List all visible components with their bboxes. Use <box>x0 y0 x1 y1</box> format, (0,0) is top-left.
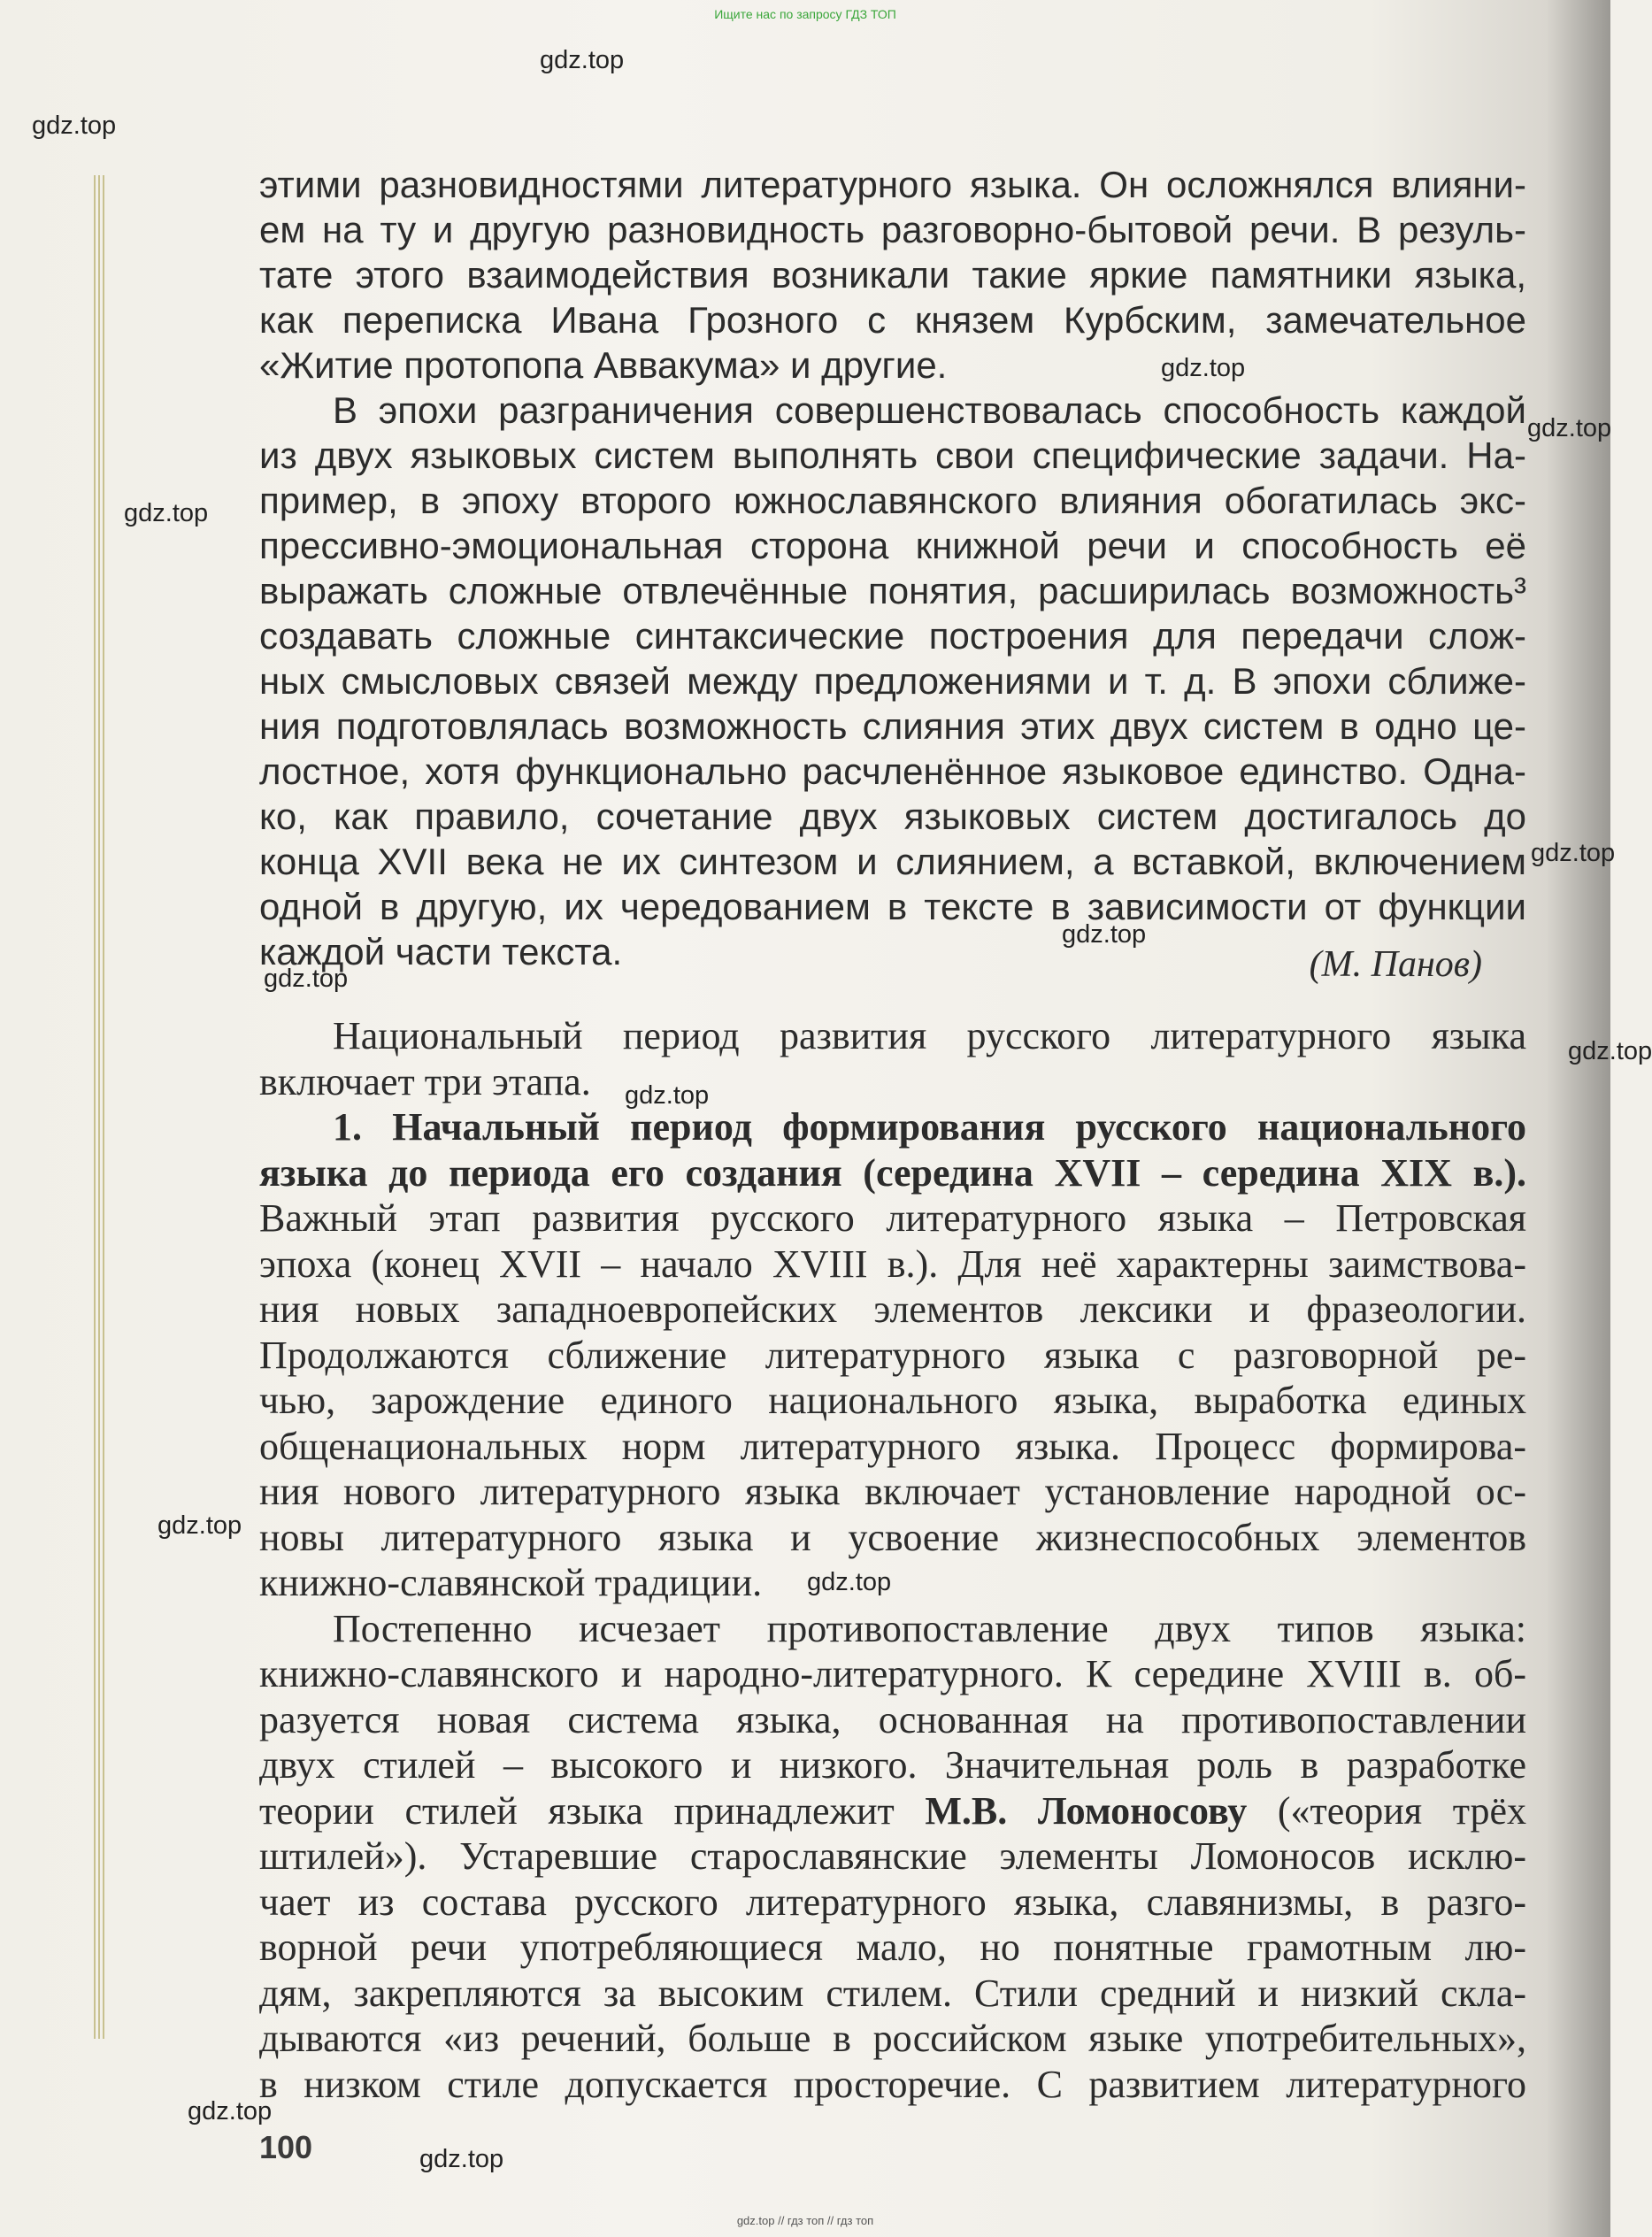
watermark: gdz.top <box>419 2145 504 2173</box>
watermark: gdz.top <box>32 111 117 140</box>
page-number: 100 <box>259 2129 313 2165</box>
quote-line: этими разновидностями литературного языка. Он осложнялся влияни- <box>259 164 1526 205</box>
quote-line: конца XVII века не их синтезом и слиянием, а вставкой, включением <box>259 841 1526 882</box>
watermark: gdz.top <box>625 1081 710 1110</box>
section-heading: языка до периода его создания (середина XVII – середина XIX в.). <box>259 1150 1526 1195</box>
body-line: новы литературного языка и усвоение жизнеспособных элементов <box>259 1515 1526 1559</box>
quote-line: каждой части текста. <box>259 931 623 972</box>
body-line: дываются «из речений, больше в российском языке употребительных», <box>259 2017 1526 2060</box>
quote-line: В эпохи разграничения совершенствовалась способность каждой <box>333 389 1526 431</box>
body-line: ния нового литературного языка включает установление народной ос- <box>259 1470 1526 1513</box>
body-line: книжно-славянского и народно-литературного. К середине XVIII в. об- <box>259 1652 1526 1695</box>
quote-line: из двух языковых систем выполнять свои специфические задачи. На- <box>259 434 1526 476</box>
quote-line: ния подготовлялась возможность слияния этих двух систем в одно це- <box>259 705 1526 747</box>
body-line: в низком стиле допускается просторечие. С развитием литературного <box>259 2062 1526 2106</box>
watermark: gdz.top <box>540 46 625 74</box>
body-line: ворной речи употребляющиеся мало, но понятные грамотным лю- <box>259 1926 1526 1969</box>
quote-line: ко, как правило, сочетание двух языковых систем достигалось до <box>259 796 1526 837</box>
quote-passage <box>259 162 1526 974</box>
body-line: общенациональных норм литературного языка. Процесс формирова- <box>259 1424 1526 1468</box>
watermark: gdz.top <box>158 1511 242 1540</box>
watermark: gdz.top <box>1531 839 1616 867</box>
watermark: gdz.top <box>264 965 349 993</box>
body-text: («теория трёх <box>1277 1788 1526 1833</box>
quote-line: ных смысловых связей между предложениями и т. д. В эпохи сближе- <box>259 660 1526 702</box>
body-line: включает три этапа. <box>259 1059 591 1103</box>
quote-line: прессивно-эмоциональная сторона книжной речи и способность её <box>259 525 1526 566</box>
watermark: gdz.top <box>1568 1037 1652 1065</box>
section-heading: 1. Начальный период формирования русского национального <box>333 1105 1526 1149</box>
margin-decoration-bar <box>92 175 108 2039</box>
body-line <box>259 1788 1526 1834</box>
watermark: gdz.top <box>188 2097 273 2126</box>
body-line: Продолжаются сближение литературного языка с разговорной ре- <box>259 1333 1526 1377</box>
quote-line: тате этого взаимодействия возникали такие яркие памятники языка, <box>259 254 1526 296</box>
body-line: эпоха (конец XVII – начало XVIII в.). Для неё характерны заимствова- <box>259 1241 1526 1286</box>
top-banner: Ищите нас по запросу ГДЗ ТОП <box>714 7 896 21</box>
lomonosov-name: М.В. Ломоносову <box>925 1788 1248 1833</box>
bottom-banner: gdz.top // гдз топ // гдз топ <box>736 2214 874 2227</box>
quote-line: пример, в эпоху второго южнославянского влияния обогатилась экс- <box>259 480 1526 521</box>
body-line: двух стилей – высокого и низкого. Значительная роль в разработке <box>259 1743 1526 1787</box>
body-line: Постепенно исчезает противопоставление двух типов языка: <box>333 1606 1526 1650</box>
quote-line: ем на ту и другую разновидность разговорно-бытовой речи. В резуль- <box>259 209 1526 250</box>
quote-line: лостное, хотя функционально расчленённое языковое единство. Однa- <box>259 750 1526 792</box>
main-text <box>259 1013 1526 2107</box>
body-line: дям, закрепляются за высоким стилем. Стили средний и низкий скла- <box>259 1971 1526 2015</box>
body-text: теории стилей языка принадлежит <box>259 1788 895 1833</box>
body-line: книжно-славянской традиции. <box>259 1561 763 1604</box>
watermark: gdz.top <box>1161 354 1246 382</box>
quote-line: выражать сложные отвлечённые понятия, расширилась возможность³ <box>259 570 1526 611</box>
quote-author: (М. Панов) <box>1309 944 1482 985</box>
body-line: Национальный период развития русского литературного языка <box>333 1014 1526 1057</box>
quote-line: одной в другую, их чередованием в тексте в зависимости от функции <box>259 886 1526 927</box>
body-line: штилей»). Устаревшие старославянские элементы Ломоносов исклю- <box>259 1834 1526 1878</box>
body-line: разуется новая система языка, основанная на противопоставлении <box>259 1697 1526 1741</box>
watermark: gdz.top <box>124 499 209 527</box>
watermark: gdz.top <box>807 1568 892 1596</box>
quote-line: «Житие протопопа Аввакума» и другие. <box>259 344 948 386</box>
body-line: Важный этап развития русского литературного языка – Петровская <box>259 1196 1526 1240</box>
body-line: ния новых западноевропейских элементов лексики и фразеологии. <box>259 1288 1526 1331</box>
quote-line: создавать сложные синтаксические построения для передачи слож- <box>259 615 1526 657</box>
body-line: чью, зарождение единого национального языка, выработка единых <box>259 1379 1526 1422</box>
watermark: gdz.top <box>1062 920 1147 949</box>
body-line: чает из состава русского литературного языка, славянизмы, в разго- <box>259 1880 1526 1924</box>
watermark: gdz.top <box>1527 414 1612 442</box>
quote-line: как переписка Ивана Грозного с князем Курбским, замечательное <box>259 299 1526 341</box>
